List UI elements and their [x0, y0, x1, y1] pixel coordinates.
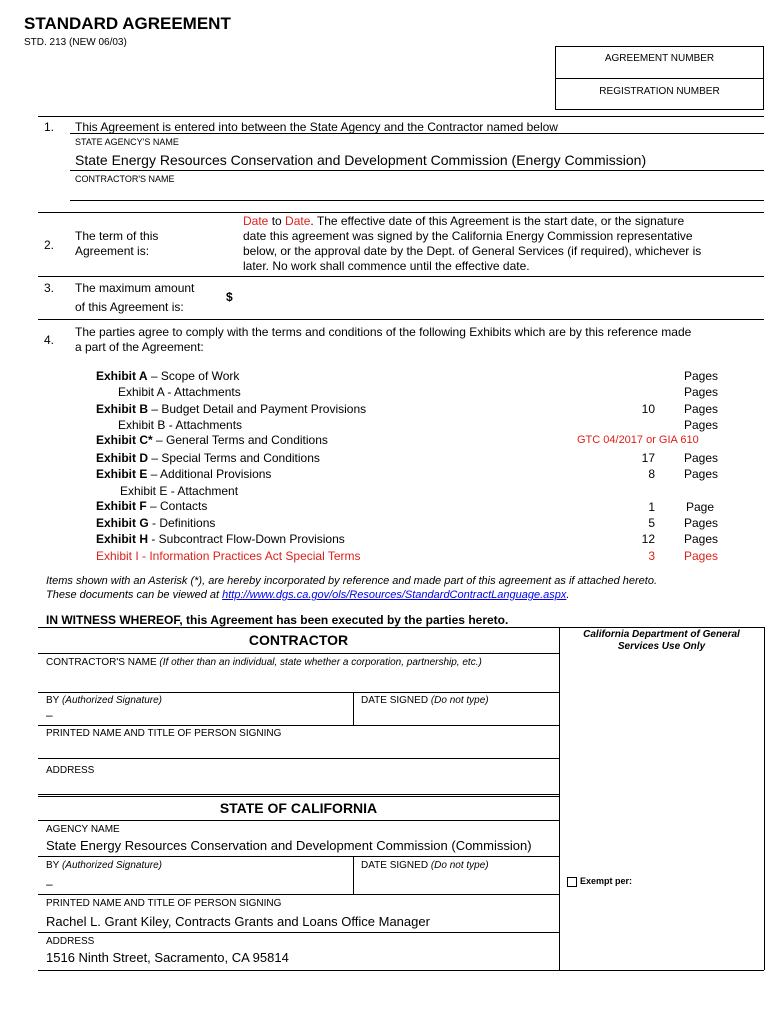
- exhibit-pages-label: Pages: [684, 418, 719, 432]
- section-1-text: This Agreement is entered into between the State Agency and the Contractor named below: [75, 120, 558, 134]
- state-by-label: BY (Authorized Signature): [46, 860, 163, 871]
- exhibit-row: Exhibit B - Attachments: [118, 418, 243, 432]
- section-4-line2: a part of the Agreement:: [75, 340, 204, 354]
- agency-name-label: AGENCY NAME: [46, 824, 120, 835]
- exhibit-pages-label: Pages: [684, 402, 719, 416]
- end-date-field[interactable]: Date: [285, 214, 311, 228]
- exhibit-row: Exhibit H - Subcontract Flow-Down Provisions: [96, 532, 345, 546]
- contractor-date-field[interactable]: [361, 708, 551, 722]
- agreement-number-field[interactable]: [560, 63, 760, 77]
- exhibit-pages-label: Pages: [684, 516, 719, 530]
- dgs-use-label-line1: California Department of General: [583, 629, 740, 640]
- section-4-number: 4.: [44, 333, 55, 347]
- exhibit-row: Exhibit D – Special Terms and Conditions: [96, 451, 320, 465]
- contractor-printed-name-label: PRINTED NAME AND TITLE OF PERSON SIGNING: [46, 728, 282, 739]
- state-address-label: ADDRESS: [46, 936, 95, 947]
- term-text-line2: date this agreement was signed by the California Energy Commission representative: [243, 229, 693, 243]
- standard-contract-language-link[interactable]: http://www.dgs.ca.gov/ols/Resources/StandardContractLanguage.aspx: [222, 589, 567, 601]
- state-address-value[interactable]: 1516 Ninth Street, Sacramento, CA 95814: [46, 950, 289, 965]
- exhibit-pages-label: Pages: [684, 369, 719, 383]
- term-text-line3: below, or the approval date by the Dept. of General Services (if required), whichever is: [243, 244, 702, 258]
- exhibit-pages-label: Pages: [684, 451, 719, 465]
- start-date-field[interactable]: Date: [243, 214, 269, 228]
- contractor-name-label: CONTRACTOR'S NAME: [75, 174, 175, 184]
- exhibit-page-count[interactable]: 1: [648, 500, 655, 514]
- exhibit-row: Exhibit E – Additional Provisions: [96, 467, 272, 481]
- exhibit-row: Exhibit G - Definitions: [96, 516, 216, 530]
- form-title: STANDARD AGREEMENT: [24, 14, 231, 33]
- term-label-line2: Agreement is:: [75, 244, 150, 258]
- agreement-number-label: AGREEMENT NUMBER: [604, 53, 715, 64]
- currency-symbol: $: [226, 290, 233, 304]
- exhibit-row: Exhibit E - Attachment: [120, 484, 239, 498]
- contractor-name-sig-field[interactable]: [46, 670, 546, 688]
- exhibit-row: Exhibit F – Contacts: [96, 499, 208, 513]
- exhibit-pages-label: Page: [686, 500, 715, 514]
- exhibit-pages-label: Pages: [684, 532, 719, 546]
- exempt-label: Exempt per:: [580, 876, 633, 886]
- section-2-number: 2.: [44, 238, 55, 252]
- section-3-number: 3.: [44, 281, 55, 295]
- contractor-by-label: BY (Authorized Signature): [46, 695, 163, 706]
- state-printed-name-value[interactable]: Rachel L. Grant Kiley, Contracts Grants and Loans Office Manager: [46, 914, 430, 929]
- gtc-reference: GTC 04/2017 or GIA 610: [577, 434, 699, 446]
- term-label-line1: The term of this: [75, 229, 159, 243]
- asterisk-note-line2: These documents can be viewed at http://www.dgs.ca.gov/ols/Resources/StandardContractLanguage.aspx.: [46, 589, 570, 601]
- asterisk-note-line1: Items shown with an Asterisk (*), are hereby incorporated by reference and made part of this agreement as if attached hereto.: [46, 575, 658, 587]
- state-agency-name-value[interactable]: State Energy Resources Conservation and Development Commission (Energy Commission): [75, 152, 647, 168]
- witness-statement: IN WITNESS WHEREOF, this Agreement has been executed by the parties hereto.: [46, 613, 509, 627]
- max-amount-label-line1: The maximum amount: [75, 281, 195, 295]
- max-amount-label-line2: of this Agreement is:: [75, 300, 184, 314]
- registration-number-label: REGISTRATION NUMBER: [599, 86, 720, 97]
- agency-name-value[interactable]: State Energy Resources Conservation and Development Commission (Commission): [46, 838, 532, 853]
- term-text-line4: later. No work shall commence until the effective date.: [243, 259, 530, 273]
- exhibit-page-count[interactable]: 10: [641, 402, 655, 416]
- section-4-line1: The parties agree to comply with the terms and conditions of the following Exhibits which are by this reference made: [75, 325, 692, 339]
- contractor-date-label: DATE SIGNED (Do not type): [361, 695, 489, 706]
- exempt-checkbox[interactable]: [567, 877, 577, 887]
- exhibit-page-count[interactable]: 8: [648, 467, 655, 481]
- contractor-name-sig-label: CONTRACTOR'S NAME (If other than an individual, state whether a corporation, partnership, etc.): [46, 657, 482, 668]
- state-printed-name-label: PRINTED NAME AND TITLE OF PERSON SIGNING: [46, 898, 282, 909]
- exhibit-row: Exhibit I - Information Practices Act Special Terms: [96, 549, 361, 563]
- exhibit-pages-label: Pages: [684, 385, 719, 399]
- state-agency-name-label: STATE AGENCY'S NAME: [75, 137, 179, 147]
- exhibit-pages-label: Pages: [684, 467, 719, 481]
- contractor-heading: CONTRACTOR: [248, 632, 349, 648]
- state-signature-field[interactable]: –: [46, 877, 53, 891]
- exhibit-row: Exhibit B – Budget Detail and Payment Provisions: [96, 402, 367, 416]
- registration-number-field[interactable]: [560, 96, 760, 108]
- exhibit-row: Exhibit A - Attachments: [118, 385, 241, 399]
- contractor-address-field[interactable]: [46, 778, 546, 792]
- contractor-signature-field[interactable]: –: [46, 708, 53, 722]
- state-date-label: DATE SIGNED (Do not type): [361, 860, 489, 871]
- state-date-field[interactable]: [361, 874, 551, 890]
- contractor-name-field[interactable]: [75, 186, 761, 198]
- state-heading: STATE OF CALIFORNIA: [219, 800, 378, 816]
- term-text-line1: Date to Date. The effective date of this Agreement is the start date, or the signature: [243, 214, 685, 228]
- exhibit-row: Exhibit A – Scope of Work: [96, 369, 240, 383]
- exhibit-page-count[interactable]: 5: [648, 516, 655, 530]
- contractor-address-label: ADDRESS: [46, 765, 95, 776]
- exhibit-page-count[interactable]: 12: [641, 532, 655, 546]
- max-amount-field[interactable]: [240, 288, 440, 304]
- exhibit-page-count[interactable]: 3: [648, 549, 655, 563]
- form-number: STD. 213 (NEW 06/03): [24, 37, 127, 48]
- exhibit-pages-label: Pages: [684, 549, 719, 563]
- dgs-use-label-line2: Services Use Only: [617, 641, 706, 652]
- exhibit-row: Exhibit C* – General Terms and Conditions: [96, 433, 328, 447]
- contractor-printed-name-field[interactable]: [46, 741, 546, 755]
- section-1-number: 1.: [44, 120, 55, 134]
- exhibit-page-count[interactable]: 17: [641, 451, 655, 465]
